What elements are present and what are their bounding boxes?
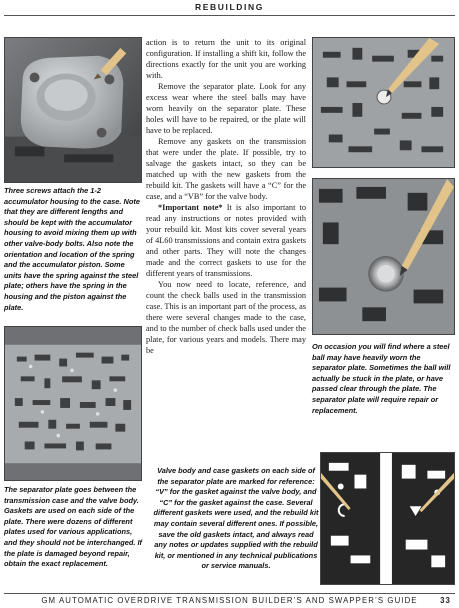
caption-separator-plate: The separator plate goes between the transmission case and the valve body. Gaskets are used on each side of the plate. There were dozens of different plates used for various applications, and they should not be interchanged. If the plate is damaged beyond repair, obtain the exact replacement.	[4, 485, 142, 569]
photo-separator-plate	[4, 326, 142, 481]
page-footer	[0, 596, 459, 608]
photo-gaskets	[320, 452, 455, 585]
photo-plate-pencil	[312, 37, 455, 168]
body-text-column	[146, 37, 306, 457]
caption-accumulator: Three screws attach the 1-2 accumulator housing to the case. Note that they are different lengths and should be kept with the accumulator housing to avoid mixing them up with other valve-body bolts. Also note the orientation and location of the spring and the accumulator piston. Some units have the spring against the steel plate; others have the spring in the housing and the piston against the plate.	[4, 186, 140, 312]
page-number: 33	[440, 596, 451, 605]
caption-gaskets: Valve body and case gaskets on each side of the separator plate are marked for reference: “V” for the gasket against the valve body, and “C” for the gasket against the case. Several different gaskets were used, and the rebuild kit may contain several different ones. If possible, save the old gaskets intact, and always read any notes or updates supplied with the rebuild kit, or mentioned in any technical publications or service manuals.	[153, 466, 319, 571]
important-note-label: *Important note*	[158, 203, 223, 212]
caption-steel-ball: On occasion you will find where a steel ball may have heavily worn the separator plate. Sometimes the ball will actually be stuck in the plate, or have passed clear through the plate. The separator plate will require repair or replacement.	[312, 342, 451, 415]
paragraph-3: Remove any gaskets on the transmission that were under the plate. If possible, try to salvage the gaskets intact, so they can be matched up with the new gaskets from the rebuild kit. The gaskets will have a “C” for the case, and a “VB” for the valve body.	[146, 137, 306, 201]
book-title: GM AUTOMATIC OVERDRIVE TRANSMISSION BUILDER’S AND SWAPPER’S GUIDE	[41, 596, 418, 605]
paragraph-5: You now need to locate, reference, and count the check balls used in the transmission case. This is an important part of the process, as there were several changes made to the case, and to the number of check balls used under the plate, for various years and models. There may be	[146, 280, 306, 355]
paragraph-2: Remove the separator plate. Look for any excess wear where the steel balls may have worn heavily on the separator plate. These holes will have to be repaired, or the plate will have to be replaced.	[146, 82, 306, 135]
running-header: REBUILDING	[195, 2, 264, 12]
footer-rule	[4, 593, 455, 594]
paragraph-4	[146, 202, 306, 279]
photo-worn-ball-hole	[312, 178, 455, 335]
header-rule	[4, 15, 455, 16]
paragraph-1: action is to return the unit to its original configuration. If installing a shift kit, follow the directions exactly for the unit you are working with.	[146, 38, 306, 80]
paragraph-4-text: It is also important to read any instructions or notes provided with your rebuild kit. Most kits cover several years of 4L60 transmissions and contain extra gaskets and other parts. They will note the changes made and the correct gaskets to use for the different years of transmissions.	[146, 203, 306, 278]
photo-accumulator-housing	[4, 37, 142, 183]
